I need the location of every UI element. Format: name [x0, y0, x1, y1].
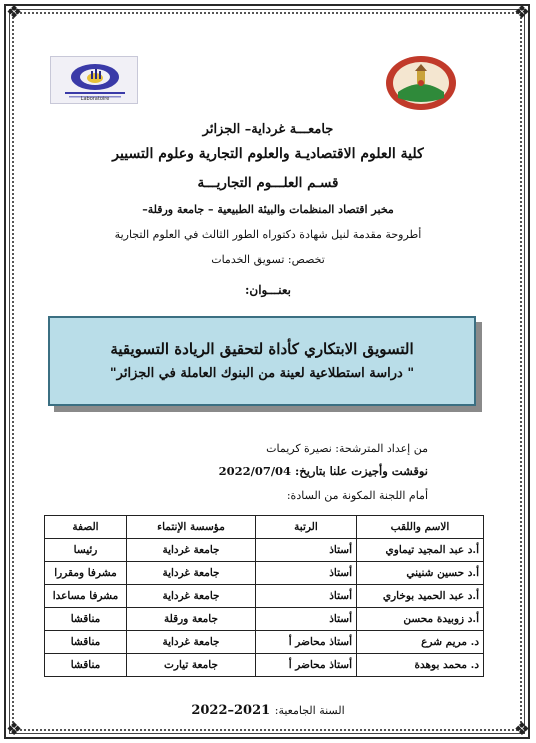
academic-year-label: السنة الجامعية:	[274, 704, 345, 717]
table-row	[45, 585, 484, 608]
university-seal-logo	[384, 54, 458, 112]
header-role: الصفة	[45, 516, 127, 539]
header-rank: الرتبة	[256, 516, 357, 539]
member-rank: أستاذ	[256, 562, 357, 585]
member-name: أ.د زوبيدة محسن	[357, 608, 484, 631]
table-row	[45, 562, 484, 585]
thesis-main-title: التسويق الابتكاري كأداة لتحقيق الريادة التسويقية	[110, 340, 414, 358]
header-name: الاسم واللقب	[357, 516, 484, 539]
committee-intro: أمام اللجنة المكونة من السادة:	[286, 489, 428, 502]
member-institution: جامعة ورقلة	[127, 608, 256, 631]
table-row	[45, 539, 484, 562]
department-name: قسـم العلـــوم التجاريـــة	[197, 175, 339, 191]
member-institution: جامعة غرداية	[127, 631, 256, 654]
defense-date: نوقشت وأجيزت علنا بتاريخ: 2022/07/04	[218, 464, 428, 478]
title-box-panel	[48, 316, 476, 406]
table-header-row	[45, 516, 484, 539]
member-institution: جامعة غرداية	[127, 562, 256, 585]
thesis-subtitle: " دراسة استطلاعية لعينة من البنوك العاملة في الجزائر"	[109, 366, 415, 381]
member-name: أ.د عبد الحميد بوخاري	[357, 585, 484, 608]
corner-ornament-icon: ❖	[6, 2, 23, 23]
table-row	[45, 654, 484, 677]
committee-table	[44, 515, 484, 677]
thesis-title-box	[48, 316, 482, 412]
table-row	[45, 608, 484, 631]
corner-ornament-icon: ❖	[513, 2, 530, 23]
member-role: مناقشا	[45, 631, 127, 654]
thesis-statement: أطروحة مقدمة لنيل شهادة دكتوراه الطور الثالث في العلوم التجارية	[114, 228, 422, 241]
laboratory-name: مخبر اقتصاد المنظمات والبيئة الطبيعية – جامعة ورقلة–	[142, 203, 394, 216]
corner-ornament-icon: ❖	[513, 719, 530, 740]
member-name: د. مريم شرع	[357, 631, 484, 654]
member-rank: أستاذ محاضر أ	[256, 631, 357, 654]
university-name: جامعـــة غرداية– الجزائر	[202, 122, 334, 137]
specialty: تخصص: تسويق الخدمات	[211, 253, 325, 266]
member-rank: أستاذ محاضر أ	[256, 654, 357, 677]
member-rank: أستاذ	[256, 585, 357, 608]
corner-ornament-icon: ❖	[6, 719, 23, 740]
member-role: مشرفا مساعدا	[45, 585, 127, 608]
title-label: بعنـــوان:	[244, 283, 292, 297]
member-rank: أستاذ	[256, 608, 357, 631]
member-role: رئيسا	[45, 539, 127, 562]
member-name: أ.د حسين شنيني	[357, 562, 484, 585]
prepared-by: من إعداد المترشحة: نصيرة كريمات	[266, 442, 428, 455]
laboratory-logo	[50, 56, 138, 104]
table-row	[45, 631, 484, 654]
member-role: مناقشا	[45, 654, 127, 677]
member-institution: جامعة غرداية	[127, 539, 256, 562]
member-institution: جامعة تيارت	[127, 654, 256, 677]
member-institution: جامعة غرداية	[127, 585, 256, 608]
academic-year	[0, 703, 536, 718]
member-rank: أستاذ	[256, 539, 357, 562]
member-name: د. محمد بوهدة	[357, 654, 484, 677]
faculty-name: كلية العلوم الاقتصاديـة والعلوم التجارية وعلوم التسيير	[112, 146, 424, 162]
header-institution: مؤسسة الإنتماء	[127, 516, 256, 539]
laboratory-logo-caption: Laboratoire	[80, 96, 110, 102]
member-role: مشرفا ومقررا	[45, 562, 127, 585]
member-name: أ.د عبد المجيد تيماوي	[357, 539, 484, 562]
academic-year-value: 2022–2021	[191, 703, 271, 718]
member-role: مناقشا	[45, 608, 127, 631]
